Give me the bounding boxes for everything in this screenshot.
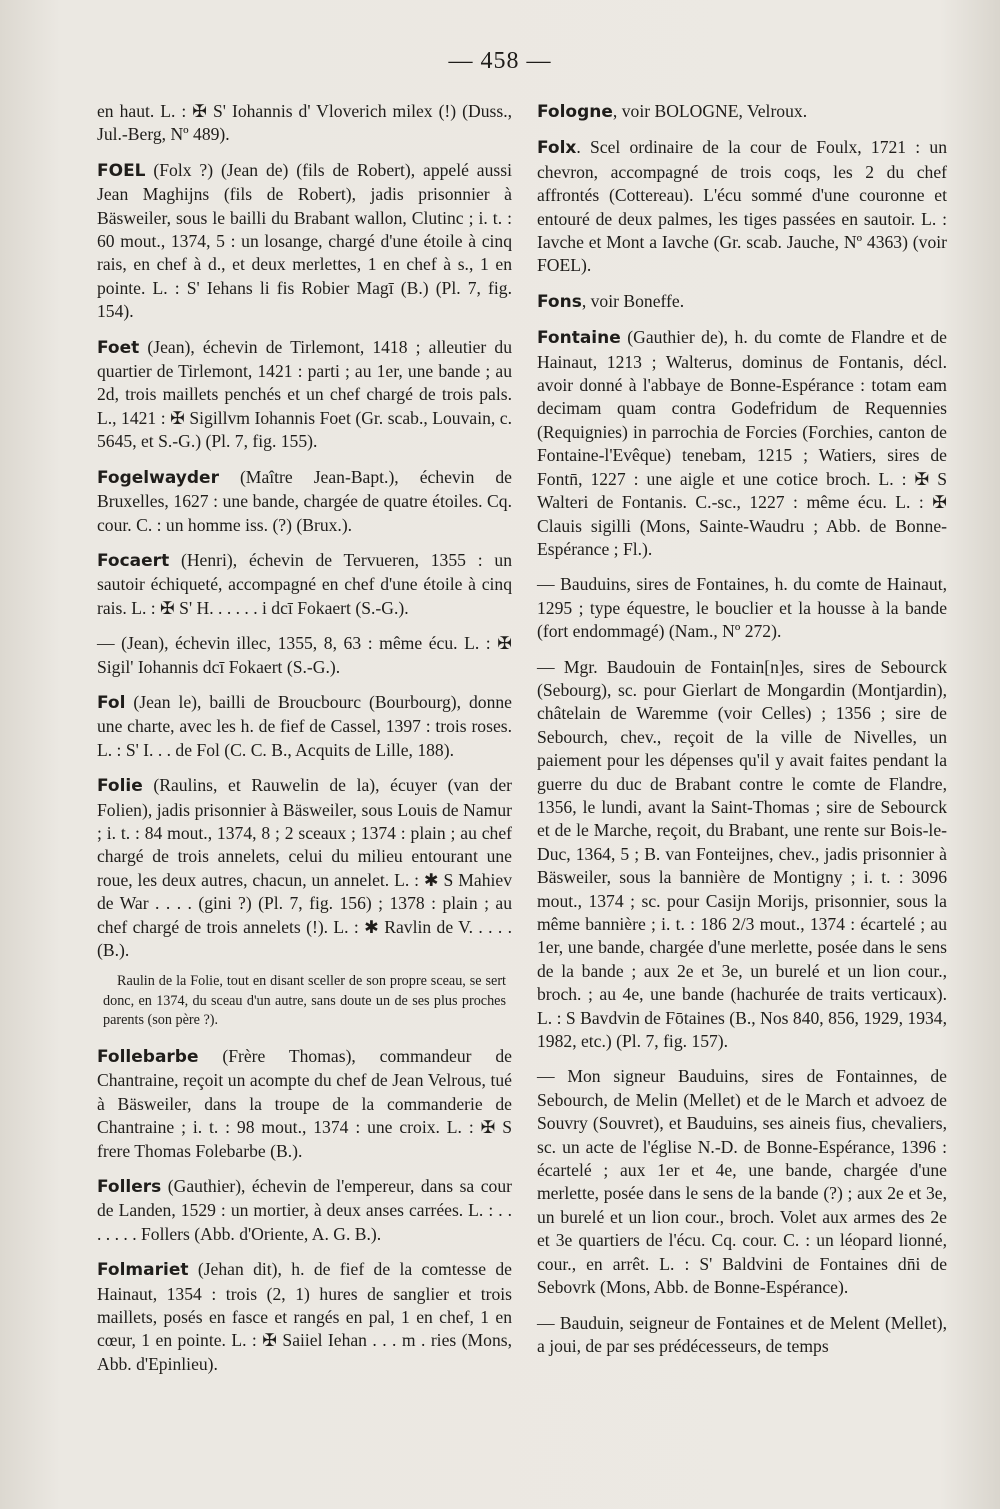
entry-paragraph [537,326,947,561]
entry-headword: Follebarbe [97,1046,199,1067]
entry-text: . Scel ordinaire de la cour de Foulx, 1721 : un chevron, accompagné de trois coqs, les 2 du chef affrontés (Cottereau). L'écu sommé d'une couronne et entouré de deux palmes, les tiges passées en sautoir. L. : Iavche et Mont a Iavche (Gr. scab. Jauche, Nº 4363) (voir FOEL). [537,137,947,276]
entry-paragraph [537,100,947,124]
entry-text: en haut. L. : ✠ S' Iohannis d' Vloverich milex (!) (Duss., Jul.-Berg, Nº 489). [97,101,512,145]
entry-text: (Maître Jean-Bapt.), échevin de Bruxelles, 1627 : une bande, chargée de quatre étoiles. Cq. cour. C. : un homme iss. (?) (Brux.). [97,466,512,535]
entry-headword: Fologne [537,102,613,122]
entry-paragraph [537,656,947,1054]
entry-paragraph [103,972,506,1031]
entry-paragraph [537,573,947,643]
entry-text: (Jean le), bailli de Broucbourc (Bourbourg), donne une charte, avec les h. de fief de Cassel, 1397 : trois roses. L. : S' I. . . de Fol (C. C. B., Acquits de Lille, 188). [97,691,512,760]
entry-text: (Jehan dit), h. de fief de la comtesse de Hainaut, 1354 : trois (2, 1) hures de sanglier et trois maillets, posés en fasce et rangés en pal, 1 en chef, 1 en cœur, 1 en pointe. L. : ✠ Saiiel Iehan . . . m . ries (Mons, Abb. d'Epinlieu). [97,1259,512,1374]
entry-paragraph [97,691,512,762]
entry-headword: Fol [97,692,126,713]
entry-paragraph [97,466,512,537]
entry-text: Raulin de la Folie, tout en disant sceller de son propre sceau, se sert donc, en 1374, du sceau d'un autre, sans doute un de ses plus proches parents (son père ?). [103,973,506,1029]
entry-text: — Bauduins, sires de Fontaines, h. du comte de Hainaut, 1295 ; type équestre, le bouclier et la housse à la bande (fort endommagé) (Nam., Nº 272). [537,574,947,642]
entry-paragraph [537,290,947,314]
entry-paragraph [97,1258,512,1376]
entry-paragraph [97,632,512,679]
entry-headword: Focaert [97,550,170,571]
entry-headword: Foet [97,337,140,358]
entry-text: (Henri), échevin de Tervueren, 1355 : un sautoir échiqueté, accompagné en chef d'une étoile à cinq rais. L. : ✠ S' H. . . . . . i dcī Fokaert (S.-G.). [97,549,512,618]
entry-headword: Fons [537,291,582,312]
entry-headword: Follers [97,1176,162,1197]
entry-paragraph [97,336,512,454]
entry-text: , voir BOLOGNE, Velroux. [612,101,808,121]
entry-headword: Fogelwayder [97,467,219,488]
entry-headword: Fontaine [537,328,621,349]
entry-paragraph [97,159,512,324]
entry-text: (Jean), échevin de Tirlemont, 1418 ; alleutier du quartier de Tirlemont, 1421 : parti ; au 1er, une bande ; au 2d, trois maillets penchés et un chef chargé de trois pals. L., 1421 : ✠ Sigillvm Iohannis Foet (Gr. scab., Louvain, c. 5645, et S.-G.) (Pl. 7, fig. 155). [97,336,512,452]
entry-paragraph [97,1175,512,1246]
entry-headword: Folie [97,776,143,797]
entry-paragraph [97,774,512,962]
entry-text: (Raulins, et Rauwelin de la), écuyer (van der Folien), jadis prisonnier à Bäsweiler, sous Louis de Namur ; i. t. : 84 mout., 1374, 8 ; 2 sceaux ; 1374 : plain ; au chef chargé de trois annelets, celui du milieu entourant une roue, les deux autres, chacun, un annelet. L. : ✱ S Mahiev de War . . . . (gini ?) (Pl. 7, fig. 156) ; 1378 : plain ; au chef chargé de trois annelets (!). L. : ✱ Ravlin de V. . . . . (B.). [97,775,512,960]
entry-headword: FOEL [97,160,146,181]
entry-paragraph [97,1045,512,1163]
entry-paragraph [537,1312,947,1359]
entry-text: (Frère Thomas), commandeur de Chantraine, reçoit un acompte du chef de Jean Velrous, tué à Bäsweiler, dans la troupe de la commanderie de Chantraine ; i. t. : 98 mout., 1374 : une croix. L. : ✠ S frere Thomas Folebarbe (B.). [97,1045,512,1161]
page-number: — 458 — [448,48,552,74]
entry-paragraph [537,136,947,277]
entry-text: (Folx ?) (Jean de) (fils de Robert), appelé aussi Jean Maghijns (fils de Robert), jadis prisonnier à Bäsweiler, sous le bailli du Brabant wallon, Clutinc ; i. t. : 60 mout., 1374, 5 : un losange, chargé d'une étoile à cinq rais, en chef à d., et deux merlettes, 1 en chef à s., 1 en pointe. L. : S' Iehans li fis Robier Magī (B.) (Pl. 7, fig. 154). [97,159,512,322]
entry-text: (Gauthier), échevin de l'empereur, dans sa cour de Landen, 1529 : un mortier, à deux anses carrées. L. : . . . . . . . Follers (Abb. d'Oriente, A. G. B.). [97,1175,512,1244]
entry-paragraph [97,549,512,620]
entry-text: (Gauthier de), h. du comte de Flandre et de Hainaut, 1213 ; Walterus, dominus de Fontanis, décl. avoir donné à l'abbaye de Bonne-Espérance : totam eam decimam quam contra Godefridum de Requennies (Requignies) in parrochia de Forcies (Forchies, canton de Fontaine-l'Evêque) tenebam, 1215 ; Watiers, sires de Fontn̄, 1227 : une aigle et une cotice broch. L. : ✠ S Walteri de Fontanis. C.-sc., 1227 : même écu. L. : ✠ Clauis sigilli (Mons, Sainte-Waudru ; Abb. de Bonne-Espérance ; Fl.). [537,327,947,559]
left-column [97,100,512,1388]
right-column [537,100,947,1370]
entry-text: — Bauduin, seigneur de Fontaines et de Melent (Mellet), a joui, de par ses prédécesseurs, de temps [537,1312,947,1356]
entry-headword: Folmariet [97,1260,189,1281]
entry-text: — Mon signeur Bauduins, sires de Fontainnes, de Sebourch, de Melin (Mellet) et de le March et advoez de Souvry (Souvret), et Bauduins, ses aineis fius, chevaliers, sc. un acte de l'église N.-D. de Bonne-Espérance, 1396 : écartelé ; aux 1er et 4e, une bande, chargée d'une merlette, posée dans le sens de la bande (?) ; aux 2e et 3e, un burelé et un lion cour., broch. Volet aux armes des 2e et 3e quartiers de l'écu. Cq. cour. C. : un léopard lionné, cour., en arrêt. L. : S' Baldvini de Fontaines dn̄i de Sebovrk (Mons, Abb. de Bonne-Espérance). [537,1066,947,1298]
entry-text: — (Jean), échevin illec, 1355, 8, 63 : même écu. L. : ✠ Sigil' Iohannis dcī Fokaert (S.-G.). [97,633,512,677]
entry-text: , voir Boneffe. [581,290,685,311]
entry-paragraph [97,100,512,147]
entry-text: — Mgr. Baudouin de Fontain[n]es, sires de Sebourck (Sebourg), sc. pour Gierlart de Mongardin (Montjardin), châtelain de Waremme (voir Celles) ; 1356 ; sire de Sebourch, chev., reçoit de la ville de Nivelles, un paiement pour les dépenses qu'il y avait faites pendant la guerre du duc de Brabant contre le comte de Flandre, 1356, le lundi, avant la Saint-Thomas ; sire de Sebourck et de le Marche, reçoit, du Brabant, une rente sur Bois-le-Duc, 1364, 5 ; B. van Fonteijnes, chev., jadis prisonnier à Bäsweiler, sous la bannière de Montigny ; i. t. : 3096 mout., 1374 ; sc. pour Casijn Morijs, prisonnier, sous la même bannière ; i. t. : 186 2/3 mout., 1374 : écartelé ; au 1er, une bande, chargée d'une merlette, posée dans le sens de la bande ; aux 2e et 3e, un burelé et un lion cour., broch. ; au 4e, une bande (hachurée de traits verticaux). L. : S Bavdvin de Fōtaines (B., Nos 840, 856, 1929, 1934, 1982, etc.) (Pl. 7, fig. 157). [537,656,947,1052]
entry-headword: Folx [537,138,577,159]
entry-paragraph [537,1065,947,1299]
